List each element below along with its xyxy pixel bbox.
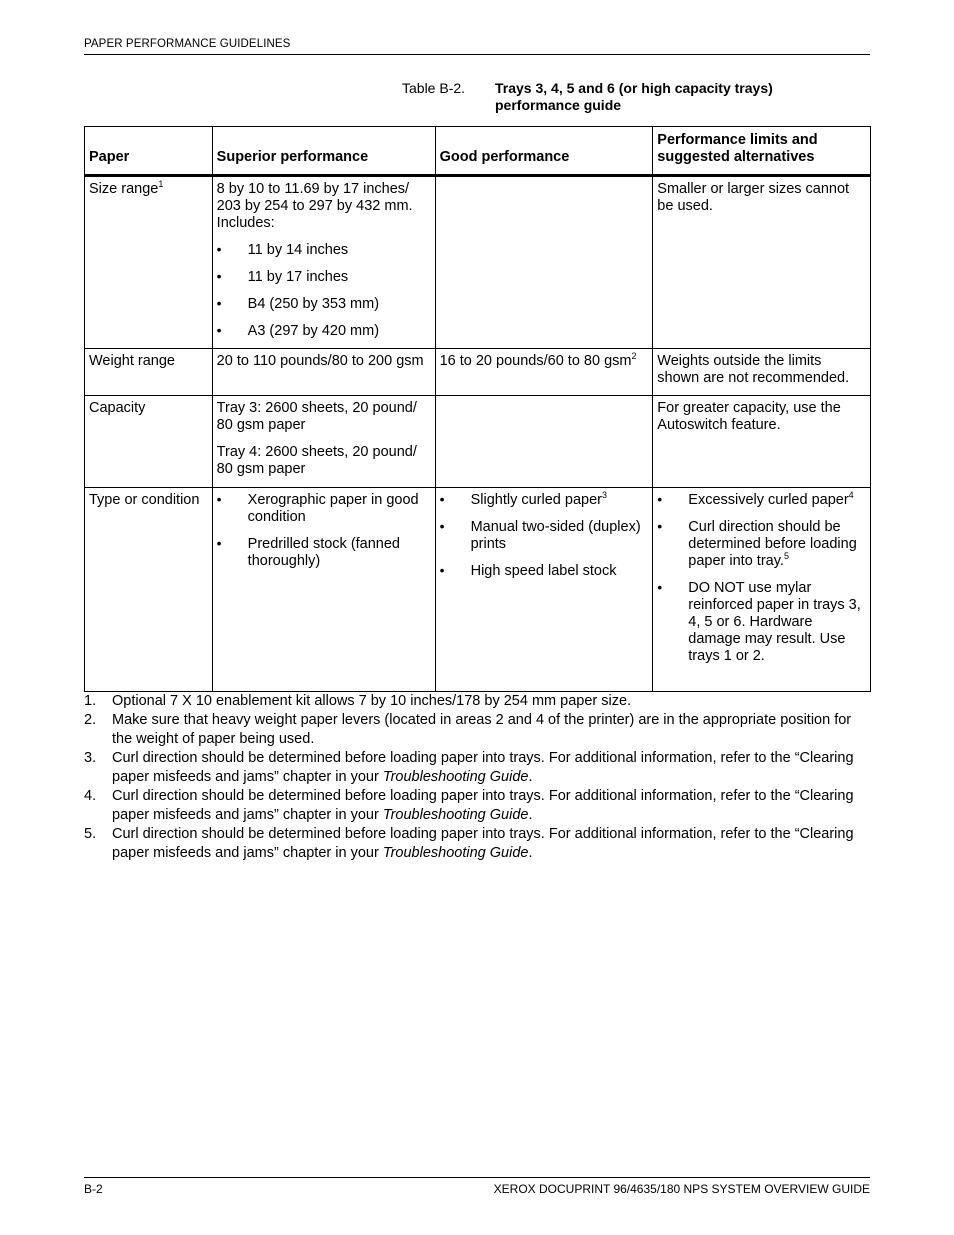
footnote-text-wrap: Curl direction should be determined before loading paper into trays. For additional information, refer to the “Clearing paper misfeeds and jams” chapter in your Troubleshooting Guide. bbox=[112, 788, 854, 823]
table-caption-title: Trays 3, 4, 5 and 6 (or high capacity trays) performance guide bbox=[495, 80, 773, 113]
bullet-icon: • bbox=[439, 562, 445, 578]
cell-good bbox=[435, 396, 653, 488]
performance-table bbox=[84, 126, 871, 692]
footnote-guide-ref: Troubleshooting Guide bbox=[382, 769, 529, 785]
footnote bbox=[84, 711, 870, 749]
list-item: • Excessively curled paper$^4$ bbox=[657, 490, 854, 508]
list-item: • 11 by 14 inches bbox=[216, 241, 349, 258]
guide-title: XEROX DOCUPRINT 96/4635/180 NPS SYSTEM OVERVIEW GUIDE bbox=[493, 1182, 870, 1196]
footnote-number: 4. bbox=[84, 788, 97, 804]
table-footnotes bbox=[84, 692, 870, 863]
running-header-title: PAPER PERFORMANCE GUIDELINES bbox=[84, 38, 291, 50]
cell-paper bbox=[85, 176, 213, 349]
table-caption bbox=[402, 80, 842, 114]
footnote-text-wrap: Curl direction should be determined before loading paper into trays. For additional information, refer to the “Clearing paper misfeeds and jams” chapter in your Troubleshooting Guide. bbox=[112, 750, 854, 785]
footnote bbox=[84, 692, 870, 711]
page-footer bbox=[84, 1177, 870, 1196]
cell-limits: Smaller or larger sizes cannot be used. bbox=[653, 176, 871, 349]
table-row-weight-range bbox=[85, 349, 871, 396]
cell-paper: Weight range bbox=[85, 349, 213, 396]
footnote-text-wrap: Curl direction should be determined before loading paper into trays. For additional information, refer to the “Clearing paper misfeeds and jams” chapter in your Troubleshooting Guide. bbox=[112, 826, 854, 861]
footnote-number: 2. bbox=[84, 712, 97, 728]
footnote-number: 3. bbox=[84, 750, 97, 766]
list-item: • A3 (297 by 420 mm) bbox=[216, 322, 380, 339]
cell-paragraph: Tray 4: 2600 sheets, 20 pound/ 80 gsm paper bbox=[216, 444, 417, 477]
bullet-icon: • bbox=[657, 491, 663, 507]
footnote-text: Curl direction should be determined before loading paper into trays. For additional information, refer to the “Clearing paper misfeeds and jams” chapter in your bbox=[112, 826, 854, 861]
table-row-size-range bbox=[85, 176, 871, 349]
list-item: • Manual two-sided (duplex) prints bbox=[439, 518, 641, 552]
footnote-ref: 2 bbox=[631, 351, 637, 361]
bullet-icon: • bbox=[439, 491, 445, 507]
list-item: • High speed label stock bbox=[439, 562, 617, 579]
bullet-icon: • bbox=[216, 491, 222, 507]
footnote bbox=[84, 825, 870, 863]
cell-paragraph: Tray 3: 2600 sheets, 20 pound/ 80 gsm paper bbox=[216, 400, 417, 433]
table-caption-label: Table B-2. bbox=[402, 80, 466, 96]
cell-text: 8 by 10 to 11.69 by 17 inches/ 203 by 254 to 297 by 432 mm. Includes: bbox=[216, 181, 413, 231]
running-header bbox=[84, 38, 870, 55]
list-item: • Curl direction should be determined before loading paper into tray.$^5$ bbox=[657, 518, 857, 569]
bullet-icon: • bbox=[216, 295, 222, 311]
bullet-list bbox=[440, 492, 649, 580]
cell-paper-label: Size range bbox=[89, 181, 159, 197]
cell-good bbox=[435, 176, 653, 349]
cell-good bbox=[435, 488, 653, 692]
table-row-capacity bbox=[85, 396, 871, 488]
cell-good: 16 to 20 pounds/60 to 80 gsm$^2$ bbox=[435, 349, 653, 396]
bullet-icon: • bbox=[216, 241, 222, 257]
footnote-ref: 3 bbox=[601, 490, 607, 500]
footnote-guide-ref: Troubleshooting Guide bbox=[382, 807, 529, 823]
footnote-number: 5. bbox=[84, 826, 97, 842]
footnote-ref: 1 bbox=[158, 179, 164, 189]
footnote-text: Curl direction should be determined before loading paper into trays. For additional information, refer to the “Clearing paper misfeeds and jams” chapter in your bbox=[112, 750, 854, 785]
list-item: • Slightly curled paper$^3$ bbox=[439, 490, 607, 508]
header-limits: Performance limits and suggested alternatives bbox=[653, 127, 871, 176]
bullet-icon: • bbox=[439, 518, 445, 534]
page-number: B-2 bbox=[84, 1182, 103, 1196]
footnote-text: Optional 7 X 10 enablement kit allows 7 by 10 inches/178 by 254 mm paper size. bbox=[112, 693, 632, 709]
table-header-row bbox=[85, 127, 871, 176]
cell-limits: For greater capacity, use the Autoswitch feature. bbox=[653, 396, 871, 488]
header-paper: Paper bbox=[85, 127, 213, 176]
footnote bbox=[84, 749, 870, 787]
cell-limits bbox=[653, 488, 871, 692]
footnote-number: 1. bbox=[84, 693, 97, 709]
bullet-list bbox=[217, 242, 431, 340]
bullet-list bbox=[217, 492, 431, 570]
cell-superior bbox=[212, 396, 435, 488]
bullet-icon: • bbox=[657, 518, 663, 534]
header-superior: Superior performance bbox=[212, 127, 435, 176]
footnote-ref: 4 bbox=[848, 490, 854, 500]
cell-superior bbox=[212, 176, 435, 349]
cell-paper: Capacity bbox=[85, 396, 213, 488]
bullet-list bbox=[657, 492, 866, 665]
bullet-icon: • bbox=[657, 579, 663, 595]
bullet-icon: • bbox=[216, 535, 222, 551]
footnote-text: Make sure that heavy weight paper levers (located in areas 2 and 4 of the printer) are in the appropriate position for the weight of paper being used. bbox=[112, 712, 852, 747]
footnote-guide-ref: Troubleshooting Guide bbox=[382, 845, 529, 861]
bullet-icon: • bbox=[216, 268, 222, 284]
list-item: • B4 (250 by 353 mm) bbox=[216, 295, 380, 312]
footnote-ref: 5 bbox=[783, 551, 789, 561]
cell-paper: Type or condition bbox=[85, 488, 213, 692]
cell-superior: 20 to 110 pounds/80 to 200 gsm bbox=[212, 349, 435, 396]
list-item: • DO NOT use mylar reinforced paper in trays 3, 4, 5 or 6. Hardware damage may result. Use trays 1 or 2. bbox=[657, 579, 861, 664]
table-row-type-condition bbox=[85, 488, 871, 692]
footnote-text: Curl direction should be determined before loading paper into trays. For additional information, refer to the “Clearing paper misfeeds and jams” chapter in your bbox=[112, 788, 854, 823]
cell-superior bbox=[212, 488, 435, 692]
list-item: • Xerographic paper in good condition bbox=[216, 491, 419, 525]
list-item: • Predrilled stock (fanned thoroughly) bbox=[216, 535, 400, 569]
header-good: Good performance bbox=[435, 127, 653, 176]
list-item: • 11 by 17 inches bbox=[216, 268, 349, 285]
cell-limits: Weights outside the limits shown are not recommended. bbox=[653, 349, 871, 396]
footnote bbox=[84, 787, 870, 825]
bullet-icon: • bbox=[216, 322, 222, 338]
